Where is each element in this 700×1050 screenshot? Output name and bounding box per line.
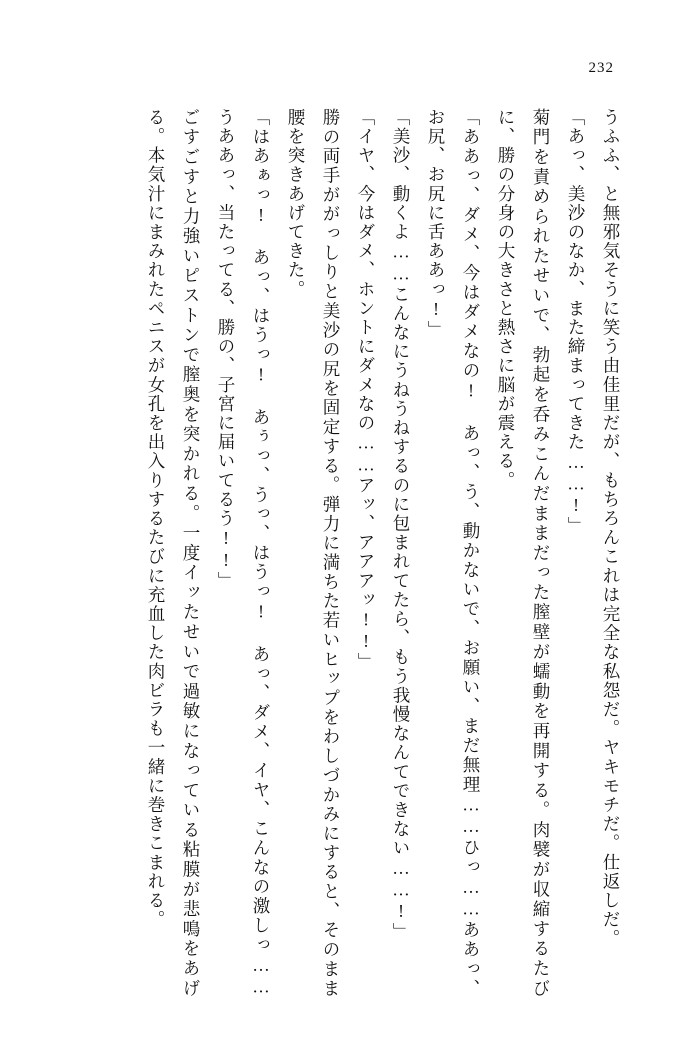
paragraph: 「あっ、美沙のなか、また締まってきた……!」 xyxy=(566,108,586,536)
paragraph: 勝の両手ががっしりと美沙の尻を固定する。弾力に満ちた若いヒップをわしづかみにすると、そのまま腰を突きあげてきた。 xyxy=(286,108,341,998)
paragraph: ごすごすと力強いピストンで膣奥を突かれる。一度イッたせいで過敏になっている粘膜が悲鳴をあげる。本気汁にまみれたペニスが女孔を出入りするたびに充血した肉ビラも一緒に巻きこまれる。 xyxy=(146,108,201,998)
paragraph: 「はあぁっ! あっ、はうっ! あぅっ、うっ、はうっ! あっ、ダメ、イヤ、こんなの激しっ……うああっ、当たってる、勝の、子宮に届いてるう!!」 xyxy=(216,108,271,998)
page-body-text xyxy=(72,108,628,998)
paragraph: 菊門を責められたせいで、勃起を呑みこんだままだった膣壁が蠕動を再開する。肉襞が収縮するたびに、勝の分身の大きさと熱さに脳が震える。 xyxy=(496,108,551,998)
paragraph: うふふ、と無邪気そうに笑う由佳里だが、もちろんこれは完全な私怨だ。ヤキモチだ。仕返しだ。 xyxy=(601,108,621,949)
page-number: 232 xyxy=(588,60,614,76)
paragraph: 「ああっ、ダメ、今はダメなの! あっ、う、動かないで、お願い、まだ無理……ひっ……ああっ、お尻、お尻に舌ああっ!」 xyxy=(426,108,481,998)
paragraph: 「イヤ、今はダメ、ホントにダメなの……アッ、アアアッ!!」 xyxy=(356,108,376,672)
paragraph: 「美沙、動くよ……こんなにうねうねするのに包まれてたら、もう我慢なんてできない……!」 xyxy=(391,108,411,942)
